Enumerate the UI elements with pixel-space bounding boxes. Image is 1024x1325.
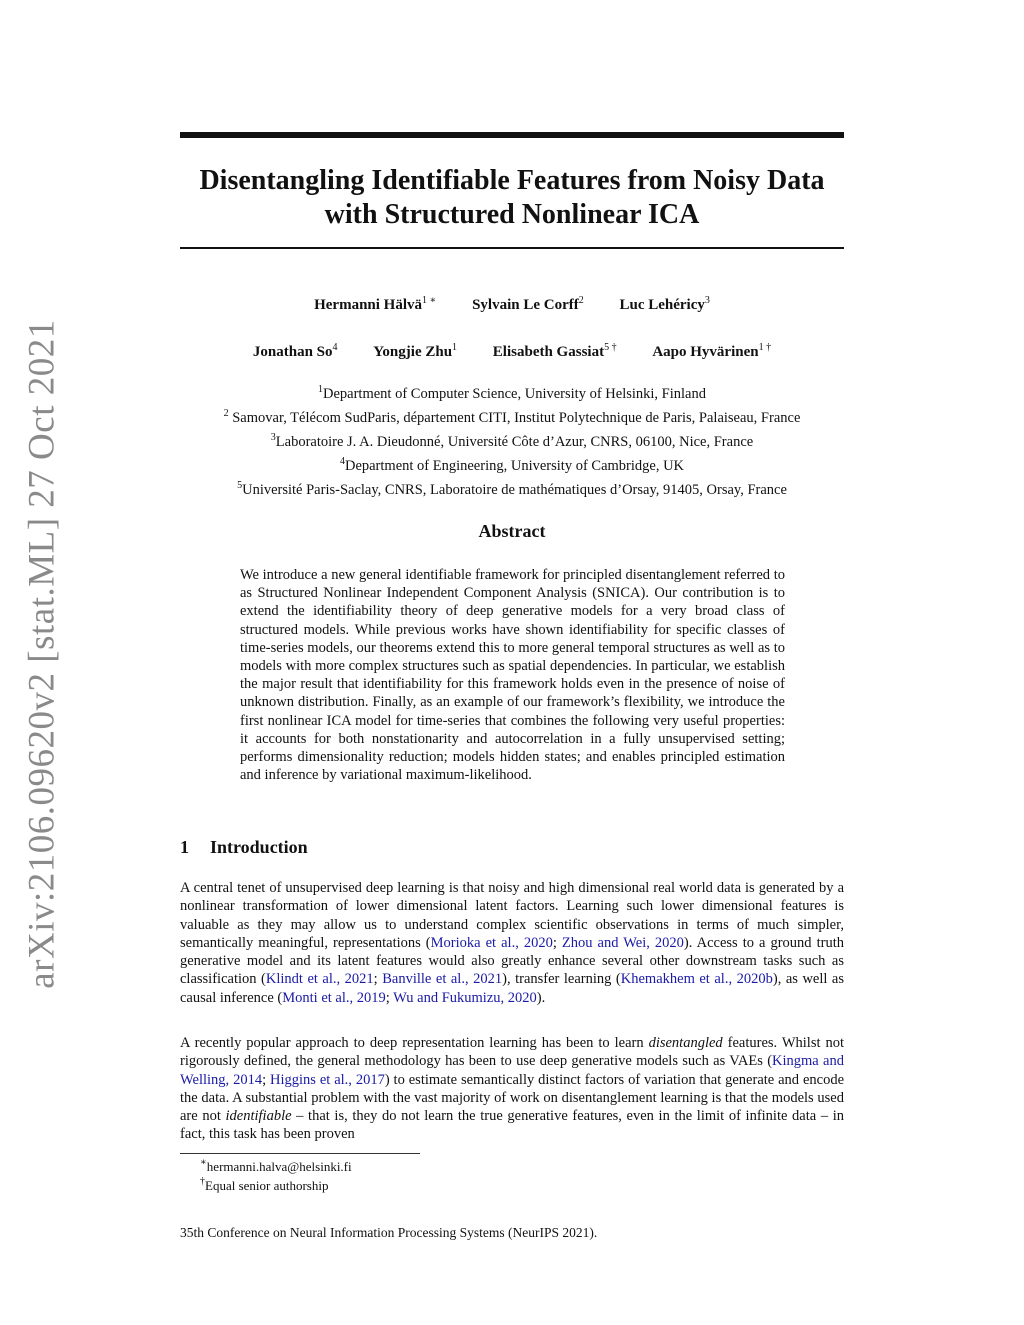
author: Yongjie Zhu$^1$ (373, 342, 458, 360)
affiliation: $^1$Department of Computer Science, University of Helsinki, Finland (318, 384, 706, 402)
citation-link[interactable]: Monti et al., 2019 (282, 989, 386, 1006)
author-row-2 (0, 342, 1024, 361)
citation-link[interactable]: Higgins et al., 2017 (270, 1071, 385, 1088)
author-row-1 (0, 295, 1024, 314)
citation-link[interactable]: Morioka et al., 2020 (430, 934, 553, 951)
section-number: 1 (180, 837, 189, 857)
author: Aapo Hyvärinen$^{1 \dagger}$ (652, 342, 772, 360)
author: Jonathan So$^4$ (252, 342, 338, 360)
title-line-1: Disentangling Identifiable Features from Noisy Data (199, 165, 825, 196)
arxiv-stamp: arXiv:2106.09620v2 [stat.ML] 27 Oct 2021 (21, 319, 63, 989)
citation-link[interactable]: Kingma and Welling, 2014 (180, 1053, 844, 1088)
abstract-heading: Abstract (478, 521, 546, 541)
citation-link[interactable]: Zhou and Wei, 2020 (561, 934, 684, 951)
conference-footer: 35th Conference on Neural Information Processing Systems (NeurIPS 2021). (180, 1225, 598, 1240)
intro-paragraph-1: A central tenet of unsupervised deep learning is that noisy and high dimensional real world data is generated by a nonlinear transformation of lower dimensional latent factors. Learning such lower dimensional features is valuable as they may allow us to understand complex scientific observations in terms of much simpler, semantically meaningful, representations (Morioka et al., 2020; Zhou and Wei, 2020). Access to a ground truth generative model and its latent features would also greatly enhance several other downstream tasks such as classification (Klindt et al., 2021; Banville et al., 2021), transfer learning (Khemakhem et al., 2020b), as well as causal inference (Monti et al., 2019; Wu and Fukumizu, 2020). (180, 880, 845, 1006)
affiliation: $^5$Université Paris-Saclay, CNRS, Laboratoire de mathématiques d’Orsay, 91405, Orsay, France (237, 480, 787, 498)
title-top-rule (180, 132, 844, 138)
affiliation: $^3$Laboratoire J. A. Dieudonné, Université Côte d’Azur, CNRS, 06100, Nice, France (270, 432, 754, 450)
intro-paragraph-2: A recently popular approach to deep representation learning has been to learn disentangled features. Whilst not rigorously defined, the general methodology has been to use deep generative models such as VAEs (Kingma and Welling, 2014; Higgins et al., 2017) to estimate semantically distinct factors of variation that generate and encode the data. A substantial problem with the vast majority of work on disentanglement learning is that the models used are not identifiable – that is, they do not learn the true generative features, even in the limit of infinite data – in fact, this task has been proven (180, 1035, 845, 1143)
footnote: †Equal senior authorship (200, 1176, 329, 1193)
citation-link[interactable]: Wu and Fukumizu, 2020 (393, 989, 537, 1006)
citation-link[interactable]: Khemakhem et al., 2020b (620, 971, 773, 988)
title-line-2: with Structured Nonlinear ICA (324, 199, 700, 230)
paper-title (150, 164, 874, 232)
author: Sylvain Le Corff$^2$ (472, 295, 584, 313)
footnote: ∗hermanni.halva@helsinki.fi (200, 1157, 352, 1174)
author: Elisabeth Gassiat$^{5 \dagger}$ (492, 342, 617, 360)
author: Hermanni Hälvä$^{1 ∗}$ (314, 295, 437, 313)
citation-link[interactable]: Banville et al., 2021 (382, 971, 503, 988)
affiliation: $^4$Department of Engineering, University of Cambridge, UK (339, 456, 685, 474)
abstract-text: We introduce a new general identifiable framework for principled disentanglement referred to as Structured Nonlinear Independent Component Analysis (SNICA). Our contribution is to extend the identifiability theory of deep generative models for a very broad class of structured models. While previous works have shown identifiability for specific classes of time-series models, our theorems extend this to more general temporal structures as well as to models with more complex structures such as spatial dependencies. In particular, we establish the major result that identifiability for this framework holds even in the presence of noise of unknown distribution. Finally, as an example of our framework’s flexibility, we introduce the first nonlinear ICA model for time-series that combines the following very useful properties: it accounts for both nonstationarity and autocorrelation in a fully unsupervised setting; performs dimensionality reduction; models hidden states; and enables principled estimation and inference by variational maximum-likelihood. (240, 567, 785, 784)
footnote-rule (180, 1153, 420, 1154)
author: Luc Lehéricy$^3$ (619, 295, 710, 313)
section-heading (180, 837, 308, 858)
affiliation: $^2$ Samovar, Télécom SudParis, département CITI, Institut Polytechnique de Paris, Palaiseau, France (223, 408, 801, 426)
section-title: Introduction (210, 837, 308, 857)
affiliations (150, 380, 874, 500)
citation-link[interactable]: Klindt et al., 2021 (265, 971, 374, 988)
title-bottom-rule (180, 247, 844, 249)
